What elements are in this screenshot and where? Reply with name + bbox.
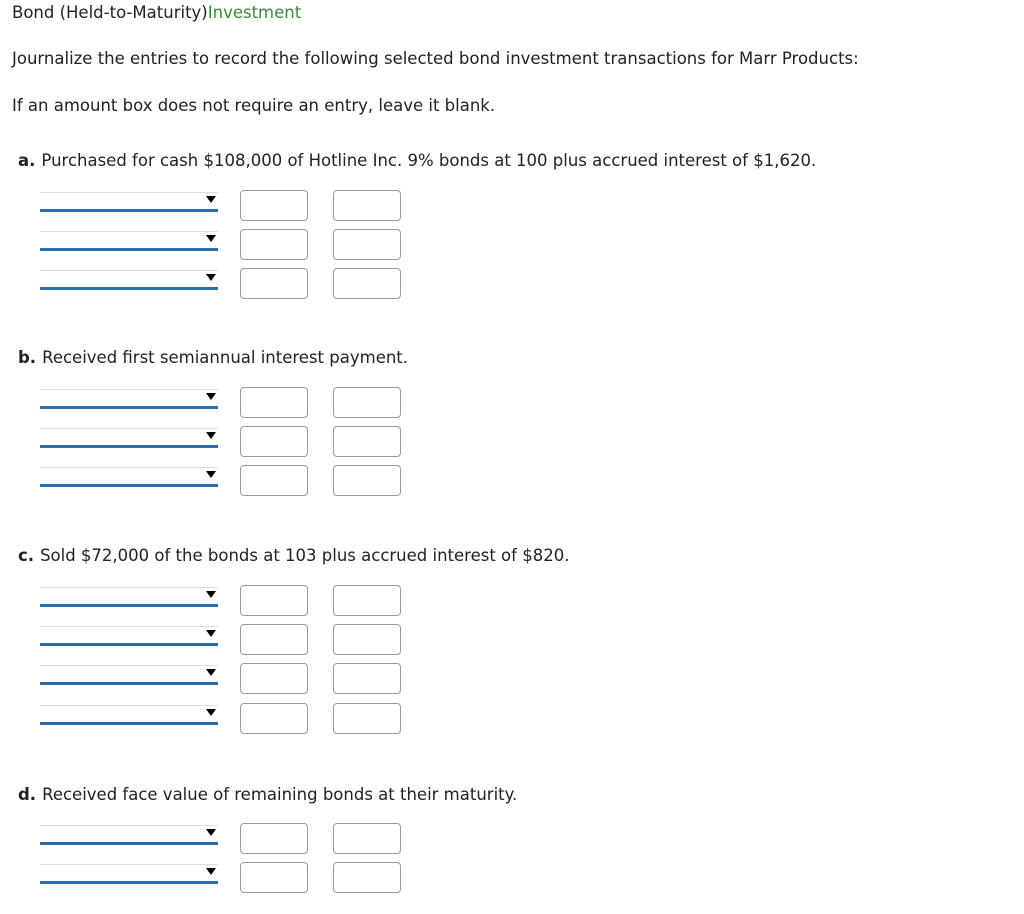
chevron-down-icon	[206, 829, 216, 836]
debit-input[interactable]	[240, 624, 308, 655]
debit-input[interactable]	[240, 229, 308, 260]
account-select[interactable]	[40, 626, 218, 646]
transaction-letter: d.	[18, 785, 37, 804]
journal-row	[0, 190, 420, 224]
journal-row	[0, 624, 420, 658]
account-select[interactable]	[40, 428, 218, 448]
transaction-letter: c.	[18, 546, 35, 565]
chevron-down-icon	[206, 630, 216, 637]
credit-input[interactable]	[333, 823, 401, 854]
account-select[interactable]	[40, 705, 218, 725]
chevron-down-icon	[206, 709, 216, 716]
debit-input[interactable]	[240, 585, 308, 616]
debit-input[interactable]	[240, 862, 308, 893]
debit-input[interactable]	[240, 703, 308, 734]
account-select[interactable]	[40, 825, 218, 845]
journal-row	[0, 585, 420, 619]
journal-row	[0, 703, 420, 737]
chevron-down-icon	[206, 432, 216, 439]
chevron-down-icon	[206, 591, 216, 598]
account-select[interactable]	[40, 389, 218, 409]
credit-input[interactable]	[333, 387, 401, 418]
credit-input[interactable]	[333, 268, 401, 299]
debit-input[interactable]	[240, 823, 308, 854]
instruction-text: Journalize the entries to record the following selected bond investment transactions for Marr Products:	[12, 49, 859, 68]
credit-input[interactable]	[333, 862, 401, 893]
title-main: Bond (Held-to-Maturity)	[12, 3, 208, 22]
account-select[interactable]	[40, 864, 218, 884]
journal-row	[0, 426, 420, 460]
journal-row	[0, 229, 420, 263]
transaction-letter: a.	[18, 151, 36, 170]
title-accent: Investment	[207, 3, 302, 22]
credit-input[interactable]	[333, 585, 401, 616]
debit-input[interactable]	[240, 465, 308, 496]
chevron-down-icon	[206, 393, 216, 400]
page-title	[12, 2, 301, 24]
credit-input[interactable]	[333, 624, 401, 655]
account-select[interactable]	[40, 192, 218, 212]
debit-input[interactable]	[240, 426, 308, 457]
transaction-a-prompt	[18, 150, 816, 172]
debit-input[interactable]	[240, 190, 308, 221]
credit-input[interactable]	[333, 663, 401, 694]
chevron-down-icon	[206, 471, 216, 478]
account-select[interactable]	[40, 231, 218, 251]
journal-row	[0, 862, 420, 896]
debit-input[interactable]	[240, 663, 308, 694]
chevron-down-icon	[206, 235, 216, 242]
transaction-description: Sold $72,000 of the bonds at 103 plus accrued interest of $820.	[40, 546, 570, 565]
journal-row	[0, 663, 420, 697]
credit-input[interactable]	[333, 465, 401, 496]
account-select[interactable]	[40, 587, 218, 607]
debit-input[interactable]	[240, 387, 308, 418]
transaction-letter: b.	[18, 348, 37, 367]
credit-input[interactable]	[333, 190, 401, 221]
credit-input[interactable]	[333, 703, 401, 734]
journal-row	[0, 823, 420, 857]
journal-row	[0, 387, 420, 421]
credit-input[interactable]	[333, 426, 401, 457]
account-select[interactable]	[40, 467, 218, 487]
transaction-description: Purchased for cash $108,000 of Hotline Inc. 9% bonds at 100 plus accrued interest of $1,620.	[41, 151, 817, 170]
debit-input[interactable]	[240, 268, 308, 299]
journal-row	[0, 465, 420, 499]
chevron-down-icon	[206, 274, 216, 281]
journal-row	[0, 268, 420, 302]
transaction-description: Received first semiannual interest payment.	[42, 348, 409, 367]
chevron-down-icon	[206, 196, 216, 203]
credit-input[interactable]	[333, 229, 401, 260]
transaction-d-prompt	[18, 784, 517, 806]
chevron-down-icon	[206, 669, 216, 676]
transaction-description: Received face value of remaining bonds at their maturity.	[42, 785, 518, 804]
chevron-down-icon	[206, 868, 216, 875]
account-select[interactable]	[40, 665, 218, 685]
transaction-b-prompt	[18, 347, 408, 369]
transaction-c-prompt	[18, 545, 569, 567]
account-select[interactable]	[40, 270, 218, 290]
instruction-blank-note: If an amount box does not require an entry, leave it blank.	[12, 96, 496, 115]
